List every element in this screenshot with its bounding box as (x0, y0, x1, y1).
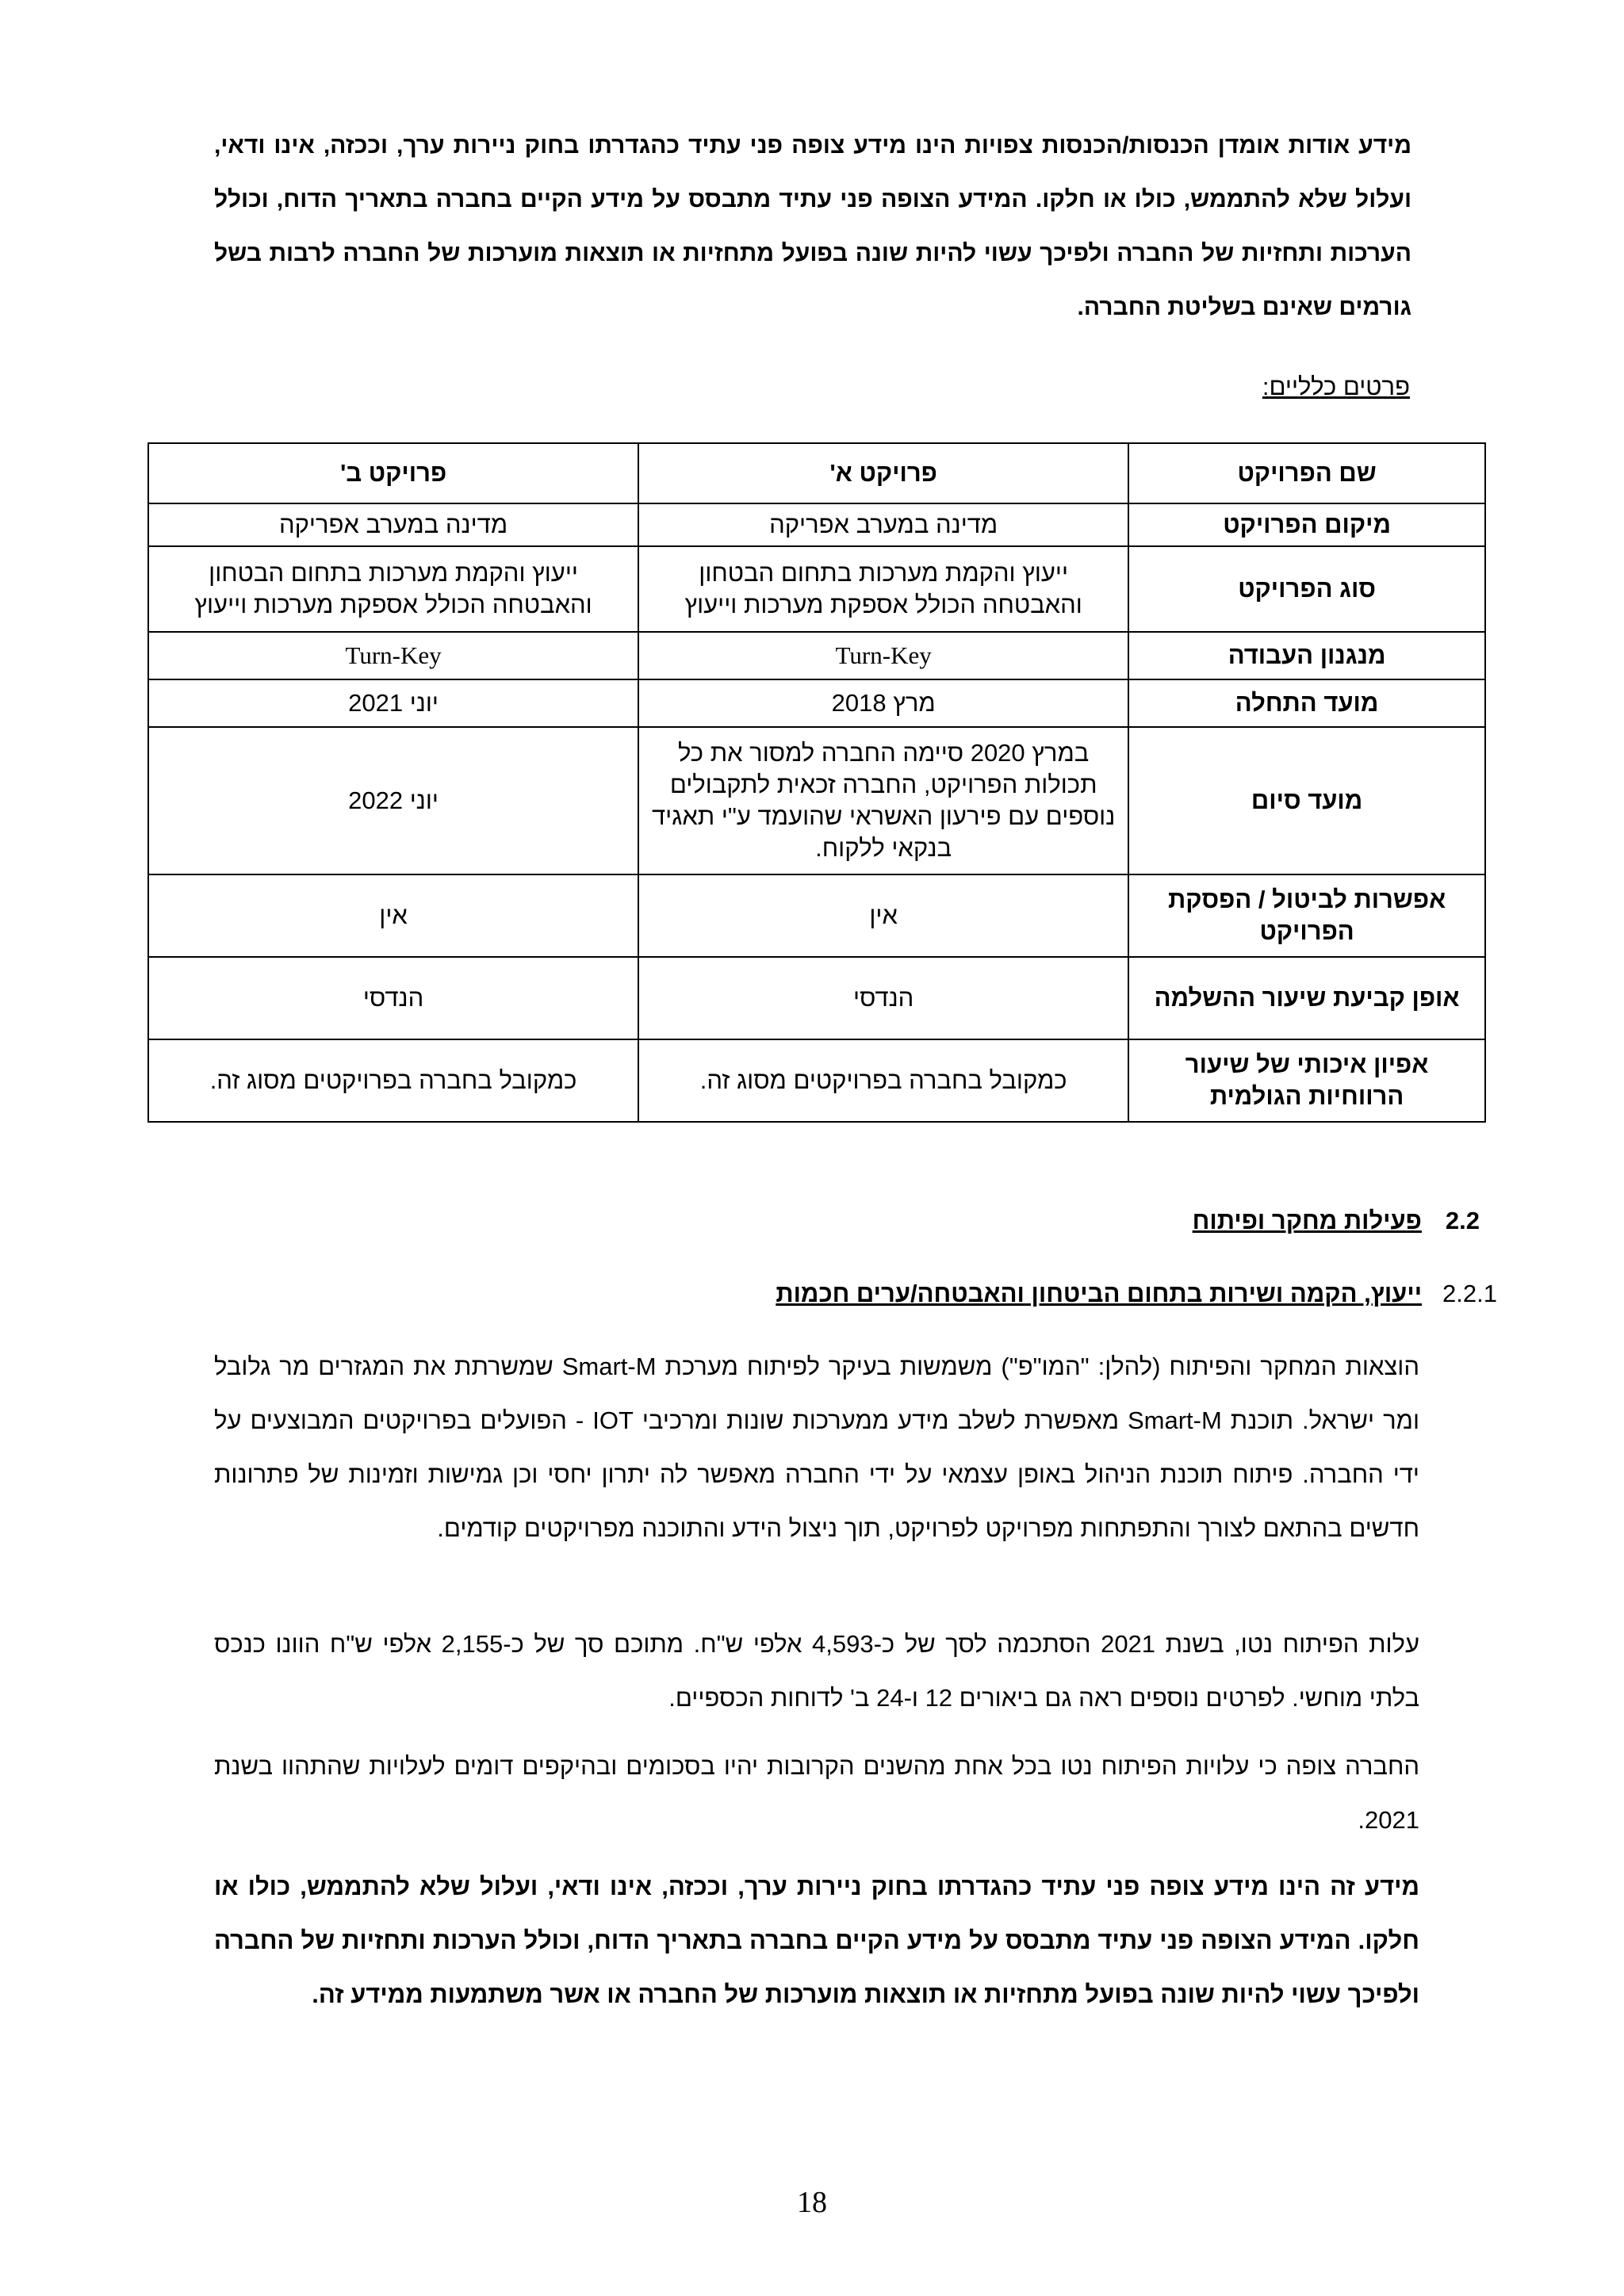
row-label: סוג הפרויקט (1128, 546, 1485, 632)
row-label: אפשרות לביטול / הפסקת הפרויקט (1128, 874, 1485, 957)
table-header-project-name: שם הפרויקט (1128, 443, 1485, 503)
table-header-project-a: פרויקט א' (638, 443, 1128, 503)
cell-project-b: יוני 2021 (148, 679, 638, 727)
cell-project-b: כמקובל בחברה בפרויקטים מסוג זה. (148, 1039, 638, 1122)
subsection-title: ייעוץ, הקמה ושירות בתחום הביטחון והאבטחה/ערים חכמות (776, 1280, 1423, 1307)
cell-project-a: במרץ 2020 סיימה החברה למסור את כל תכולות הפרויקט, החברה זכאית לתקבולים נוספים עם פירעון האשראי שהועמד ע"י תאגיד בנקאי ללקוח. (638, 727, 1128, 874)
row-label: אפיון איכותי של שיעור הרווחיות הגולמית (1128, 1039, 1485, 1122)
row-label: מועד סיום (1128, 727, 1485, 874)
row-label: מיקום הפרויקט (1128, 503, 1485, 546)
forward-looking-disclaimer: מידע זה הינו מידע צופה פני עתיד כהגדרתו בחוק ניירות ערך, וככזה, אינו ודאי, ועלול שלא להתממש, כולו או חלקו. המידע הצופה פני עתיד מתבסס על מידע הקיים בחברה בתאריך הדוח, וכולל הערכות ותחזיות של החברה ולפיכך עשוי להיות שונה בפועל מתחזיות או תוצאות מוערכות של החברה או אשר משתמעות ממידע זה. (214, 1873, 1419, 2008)
table-row-cancellation (148, 874, 1485, 957)
cell-project-b: יוני 2022 (148, 727, 638, 874)
table-header-row (148, 443, 1485, 503)
table-row-location (148, 503, 1485, 546)
subsection-number: 2.2.1 (1442, 1280, 1497, 1307)
page-number: 18 (797, 2186, 827, 2219)
table-row-end-date (148, 727, 1485, 874)
cell-project-b: ייעוץ והקמת מערכות בתחום הבטחון והאבטחה הכולל אספקת מערכות וייעוץ (148, 546, 638, 632)
row-label: אופן קביעת שיעור ההשלמה (1128, 957, 1485, 1039)
row-label: מועד התחלה (1128, 679, 1485, 727)
forward-looking-disclaimer-intro: מידע אודות אומדן הכנסות/הכנסות צפויות הינו מידע צופה פני עתיד כהגדרתו בחוק ניירות ערך, וככזה, אינו ודאי, ועלול שלא להתממש, כולו או חלקו. המידע הצופה פני עתיד מתבסס על מידע הקיים בחברה בתאריך הדוח, וכולל הערכות ותחזיות של החברה ולפיכך עשוי להיות שונה בפועל מתחזיות או תוצאות מוערכות של החברה לרבות בשל גורמים שאינם בשליטת החברה. (214, 132, 1411, 320)
cell-project-a: ייעוץ והקמת מערכות בתחום הבטחון והאבטחה הכולל אספקת מערכות וייעוץ (638, 546, 1128, 632)
rnd-forecast-paragraph: החברה צופה כי עלויות הפיתוח נטו בכל אחת מהשנים הקרובות יהיו בסכומים ובהיקפים דומים לעלויות שהתהוו בשנת 2021. (214, 1752, 1419, 1834)
cell-project-b: מדינה במערב אפריקה (148, 503, 638, 546)
general-details-title: פרטים כלליים: (1262, 373, 1410, 400)
cell-project-a: מדינה במערב אפריקה (638, 503, 1128, 546)
cell-project-b: Turn-Key (148, 632, 638, 679)
section-number: 2.2 (1445, 1207, 1480, 1234)
table-row-work-mechanism (148, 632, 1485, 679)
cell-project-b: אין (148, 874, 638, 957)
cell-project-a: Turn-Key (638, 632, 1128, 679)
cell-project-a: מרץ 2018 (638, 679, 1128, 727)
table-row-gross-margin (148, 1039, 1485, 1122)
section-title: פעילות מחקר ופיתוח (1192, 1207, 1422, 1234)
rnd-cost-paragraph: עלות הפיתוח נטו, בשנת 2021 הסתכמה לסך של כ-4,593 אלפי ש"ח. מתוכם סך של כ-2,155 אלפי ש"ח הוונו כנכס בלתי מוחשי. לפרטים נוספים ראה גם ביאורים 12 ו-24 ב' לדוחות הכספיים. (214, 1630, 1420, 1712)
table-header-project-b: פרויקט ב' (148, 443, 638, 503)
row-label: מנגנון העבודה (1128, 632, 1485, 679)
table-row-start-date (148, 679, 1485, 727)
cell-project-a: כמקובל בחברה בפרויקטים מסוג זה. (638, 1039, 1128, 1122)
table-row-type (148, 546, 1485, 632)
section-heading (1193, 1207, 1480, 1235)
table-row-completion-method (148, 957, 1485, 1039)
project-details-table (147, 442, 1486, 1123)
cell-project-b: הנדסי (148, 957, 638, 1039)
cell-project-a: הנדסי (638, 957, 1128, 1039)
subsection-heading (776, 1280, 1497, 1308)
rnd-description-paragraph: הוצאות המחקר והפיתוח (להלן: "המו"פ") משמשות בעיקר לפיתוח מערכת Smart-M שמשרתת את המגזרים מר גלובל ומר ישראל. תוכנת Smart-M מאפשרת לשלב מידע ממערכות שונות ומרכיבי IOT - הפועלים בפרויקטים המבוצעים על ידי החברה. פיתוח תוכנת הניהול באופן עצמאי על ידי החברה מאפשר לה יתרון יחסי וכן גמישות וזמינות של פתרונות חדשים בהתאם לצורך והתפתחות מפרויקט לפרויקט, תוך ניצול הידע והתוכנה מפרויקטים קודמים. (214, 1353, 1420, 1542)
cell-project-a: אין (638, 874, 1128, 957)
